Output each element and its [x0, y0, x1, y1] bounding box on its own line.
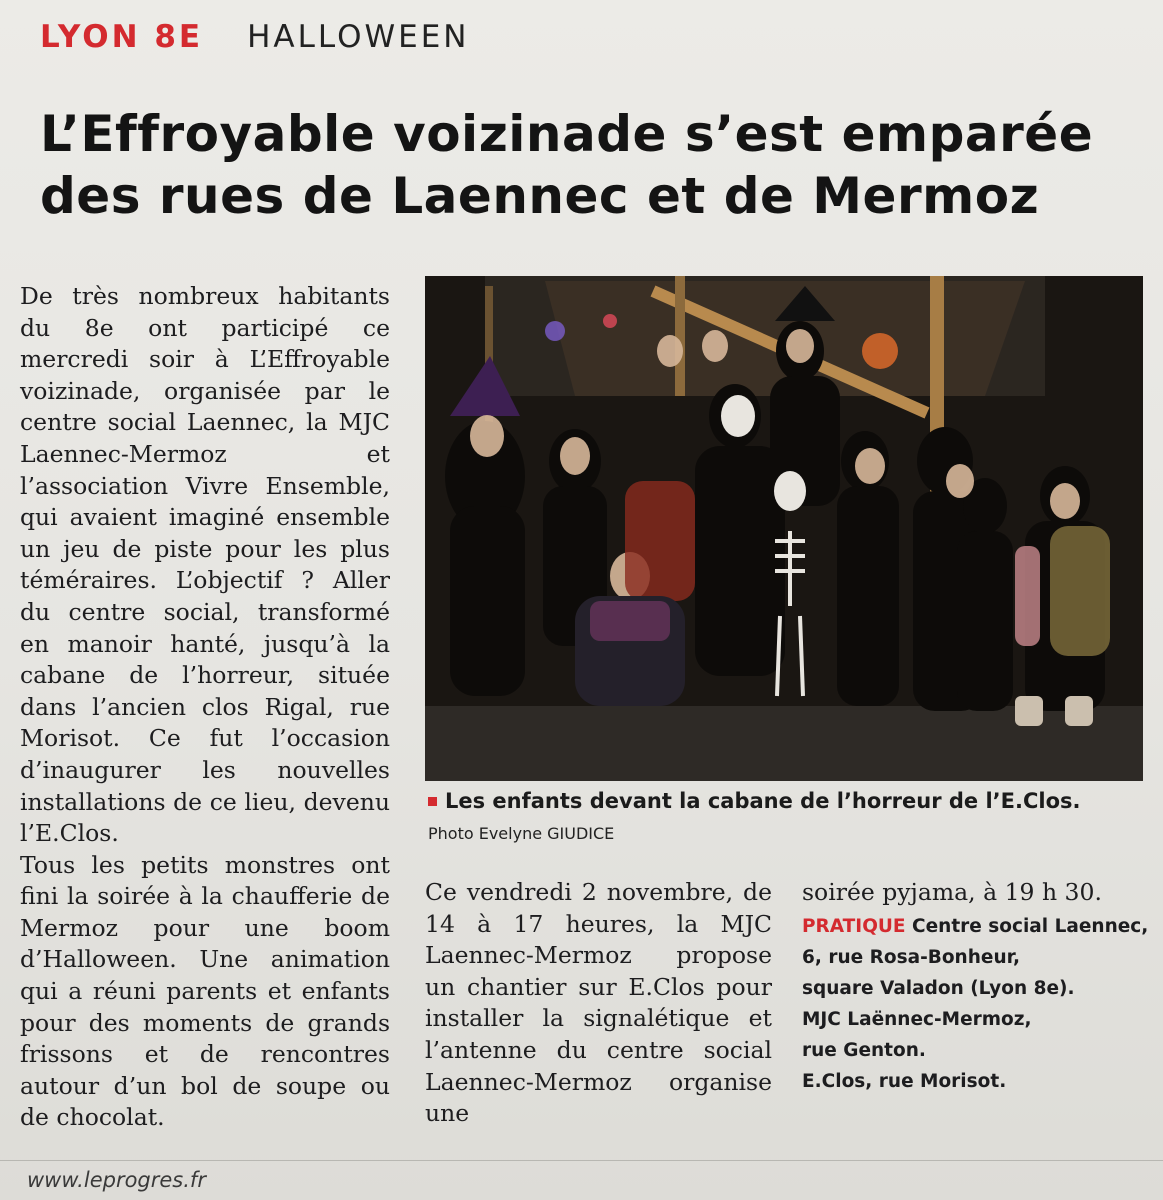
body-column-1	[20, 281, 390, 1134]
caption-marker-icon	[428, 797, 437, 806]
article-headline: L’Effroyable voizinade s’est emparée des rues de Laennec et de Mermoz	[40, 105, 1094, 225]
photo-caption	[428, 789, 1143, 813]
photo-illustration	[425, 276, 1143, 781]
footer-url: www.leprogres.fr	[27, 1168, 206, 1192]
body-paragraph-1: De très nombreux habitants du 8e ont participé ce mercredi soir à L’Effroyable voizinade, organisée par le centre social Laennec, la MJC Laennec-Mermoz et l’association Vivre Ensemble, qui avaient imaginé ensemble un jeu de piste pour les plus téméraires. L’objectif ? Aller du centre social, transformé en manoir hanté, jusqu’à la cabane de l’horreur, située dans l’ancien clos Rigal, rue Morisot. Ce fut l’occasion d’inaugurer les nouvelles installations de ce lieu, devenu l’E.Clos.	[20, 282, 390, 848]
pratique-line: MJC Laënnec-Mermoz,	[802, 1008, 1032, 1030]
pratique-line: E.Clos, rue Morisot.	[802, 1070, 1007, 1092]
body-paragraph-3: Ce vendredi 2 novembre, de 14 à 17 heures, la MJC Laennec-Mermoz propose un chantier sur E.Clos pour installer la signalétique et l’antenne du centre social Laennec-Mermoz organise une	[425, 878, 772, 1128]
rubric-topic: HALLOWEEN	[247, 19, 470, 55]
pratique-line: rue Genton.	[802, 1039, 926, 1061]
caption-text: Les enfants devant la cabane de l’horreur de l’E.Clos.	[445, 789, 1081, 813]
article-photo	[425, 276, 1143, 781]
footer-divider	[0, 1160, 1163, 1161]
pratique-line: 6, rue Rosa-Bonheur,	[802, 946, 1021, 968]
pratique-line: square Valadon (Lyon 8e).	[802, 977, 1075, 999]
pratique-tag: PRATIQUE	[802, 915, 906, 937]
section-rubric	[40, 14, 469, 60]
pratique-box	[802, 911, 1149, 1097]
body-column-2	[425, 877, 772, 1130]
photo-credit: Photo Evelyne GIUDICE	[428, 824, 615, 843]
body-column-3	[802, 877, 1149, 1097]
rubric-location: LYON 8E	[40, 19, 204, 55]
body-paragraph-2: Tous les petits monstres ont fini la soirée à la chaufferie de Mermoz pour une boom d’Halloween. Une animation qui a réuni parents et enfants pour des moments de grands frissons et de rencontres autour d’un bol de soupe ou de chocolat.	[20, 850, 390, 1132]
body-paragraph-4: soirée pyjama, à 19 h 30.	[802, 878, 1102, 906]
pratique-line: Centre social Laennec,	[912, 915, 1149, 937]
